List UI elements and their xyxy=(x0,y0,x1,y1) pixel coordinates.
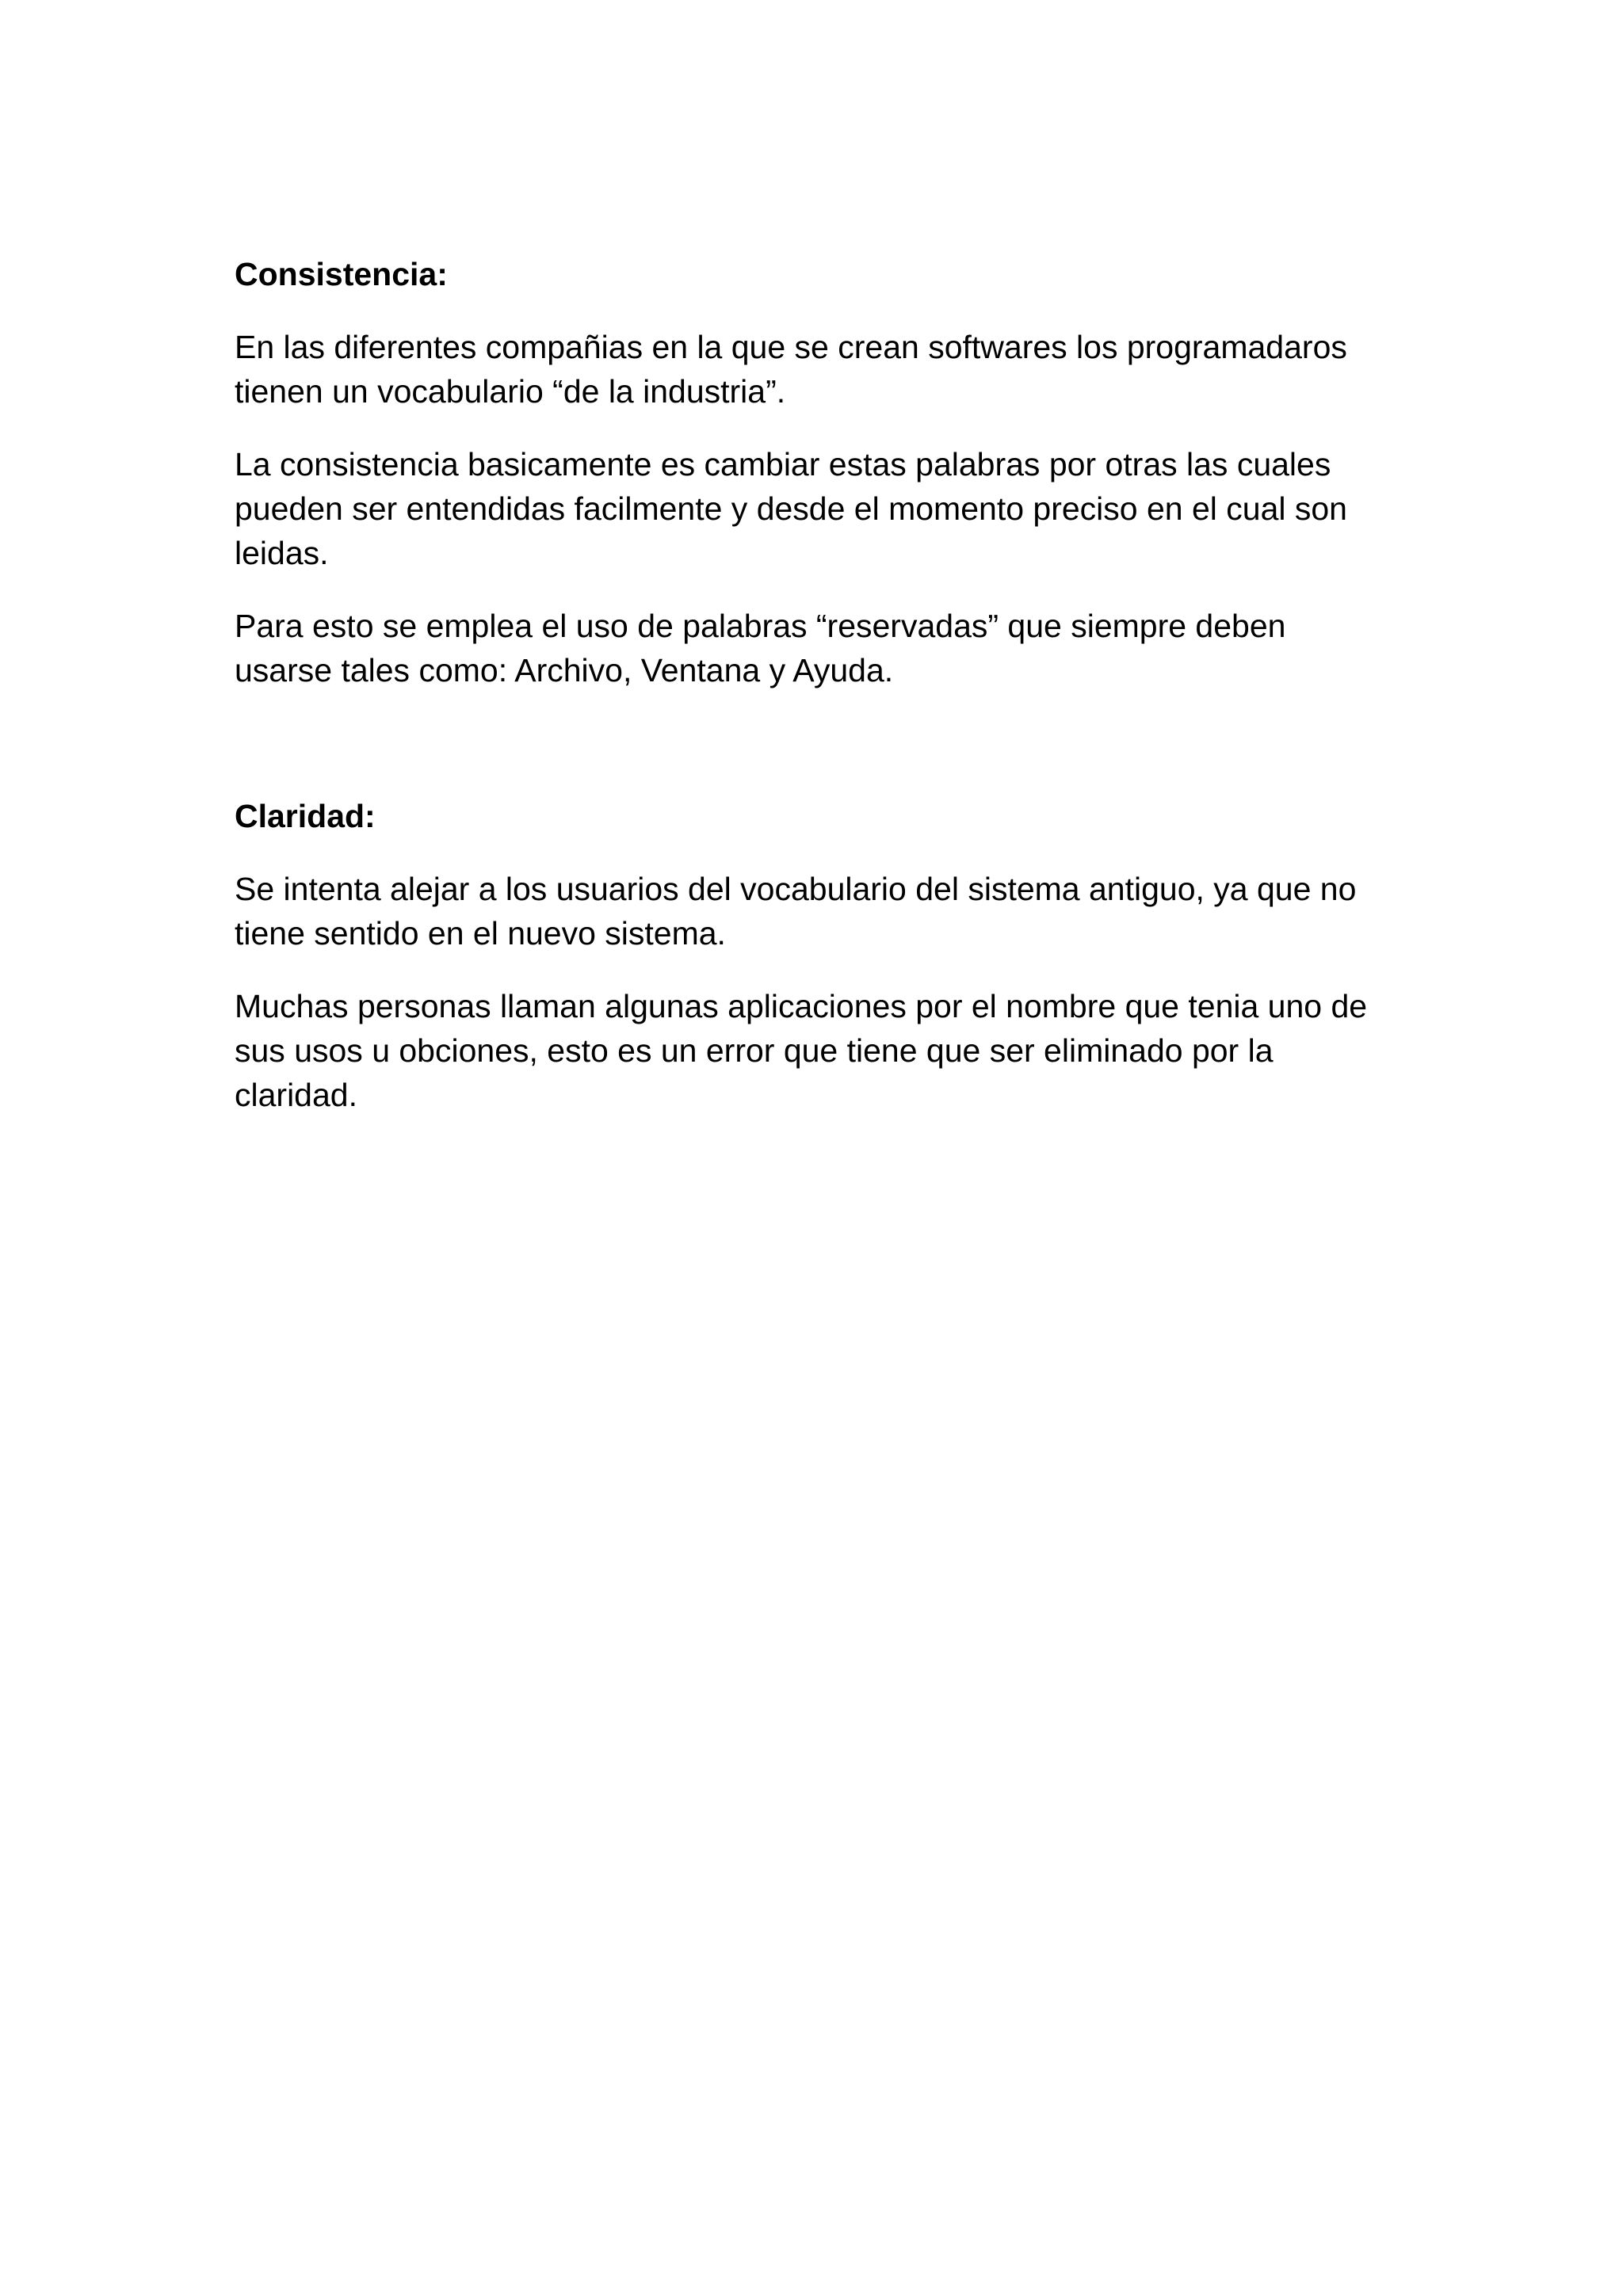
paragraph: Muchas personas llaman algunas aplicaciones por el nombre que tenia uno de sus usos u obciones, esto es un error que tiene que ser eliminado por la claridad. xyxy=(235,988,1368,1113)
paragraph: La consistencia basicamente es cambiar estas palabras por otras las cuales pueden ser entendidas facilmente y desde el momento preciso en el cual son leidas. xyxy=(235,446,1347,571)
section-claridad xyxy=(235,794,1392,1117)
section-heading: Consistencia: xyxy=(235,256,448,292)
section-heading: Claridad: xyxy=(235,798,376,834)
paragraph: En las diferentes compañias en la que se crean softwares los programadaros tienen un vocabulario “de la industria”. xyxy=(235,329,1347,410)
section-spacer xyxy=(235,721,1392,794)
section-consistencia xyxy=(235,252,1392,692)
paragraph: Para esto se emplea el uso de palabras “reservadas” que siempre deben usarse tales como: Archivo, Ventana y Ayuda. xyxy=(235,608,1286,688)
document-body xyxy=(235,252,1392,1146)
paragraph: Se intenta alejar a los usuarios del vocabulario del sistema antiguo, ya que no tiene sentido en el nuevo sistema. xyxy=(235,871,1357,952)
